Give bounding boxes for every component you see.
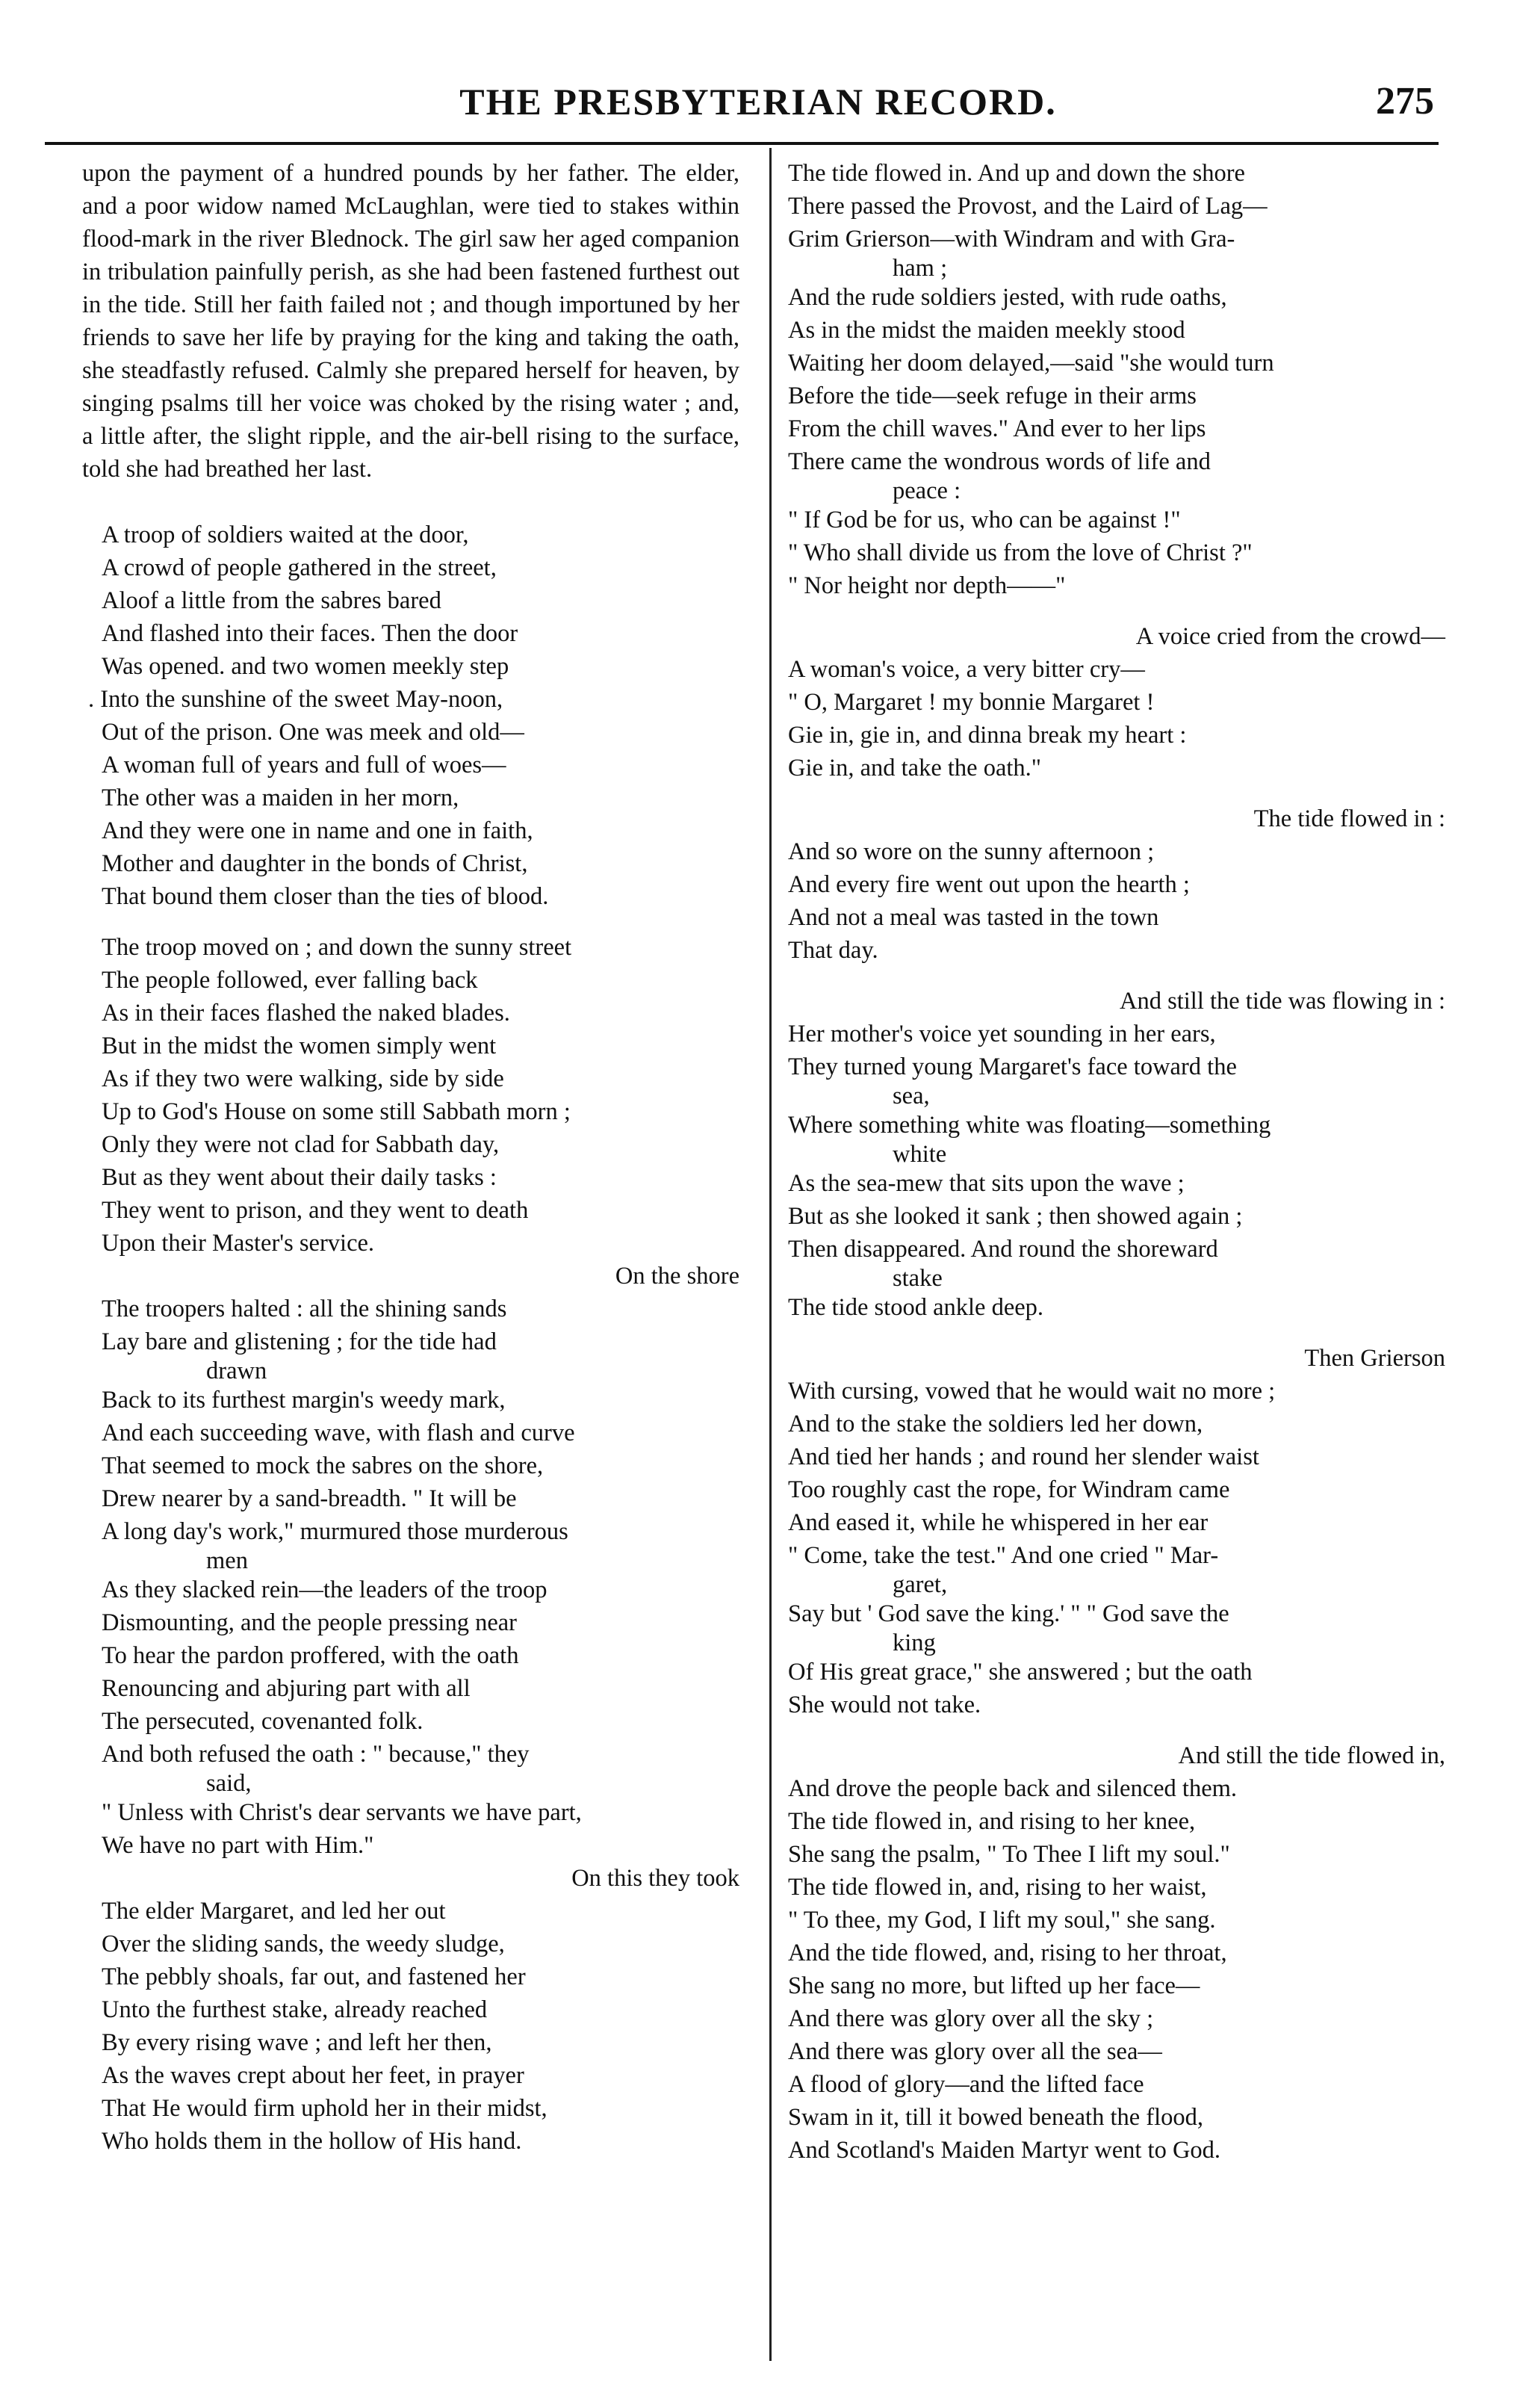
poem-line: And tied her hands ; and round her slender waist [788,1443,1259,1470]
poem-line: To hear the pardon proffered, with the oath [102,1642,519,1669]
left-column [82,157,739,2158]
poem-line: As the waves crept about her feet, in prayer [102,2062,524,2089]
poem-line: There passed the Provost, and the Laird of Lag— [788,193,1268,220]
poem-line: Waiting her doom delayed,—said "she would turn [788,350,1274,377]
poem-line: A troop of soldiers waited at the door, [102,521,469,548]
poem-line: That day. [788,937,878,964]
poem-line: And the rude soldiers jested, with rude oaths, [788,284,1227,311]
poem-line: The tide stood ankle deep. [788,1294,1044,1321]
poem-line-right: On this they took [571,1865,739,1892]
poem-line-continuation: king [893,1629,936,1656]
poem-line: The elder Margaret, and led her out [102,1898,446,1925]
poem-line: By every rising wave ; and left her then, [102,2029,492,2056]
poem-line: " Who shall divide us from the love of Christ ?" [788,539,1253,566]
poem-stanza-4 [82,1895,739,2158]
poem-line-continuation: drawn [206,1358,267,1384]
poem-line: Where something white was floating—something [788,1112,1271,1139]
poem-line-right: And still the tide flowed in, [1178,1742,1445,1769]
poem-line: Of His great grace," she answered ; but the oath [788,1659,1253,1686]
poem-line-continuation: peace : [893,477,961,504]
poem-line: Was opened. and two women meekly step [102,653,509,680]
poem-line: That He would firm uphold her in their midst, [102,2095,547,2122]
poem-line: The troop moved on ; and down the sunny street [102,934,572,961]
poem-line-continuation: ham ; [893,255,948,282]
poem-line-continuation: men [206,1547,248,1574]
poem-line: And so wore on the sunny afternoon ; [788,838,1155,865]
poem-stanza-7 [788,802,1445,967]
poem-line: " Nor height nor depth——" [788,572,1066,599]
poem-stanza-8 [788,985,1445,1324]
poem-line: And every fire went out upon the hearth ; [788,871,1190,898]
poem-line: And not a meal was tasted in the town [788,904,1159,931]
poem-line: Renouncing and abjuring part with all [102,1675,471,1702]
poem-line: But in the midst the women simply went [102,1033,497,1059]
poem-line: Drew nearer by a sand-breadth. " It will be [102,1485,517,1512]
poem-line: And drove the people back and silenced them. [788,1775,1238,1802]
poem-line: Upon their Master's service. [102,1230,375,1257]
poem-line: She sang the psalm, " To Thee I lift my soul." [788,1841,1230,1868]
poem-line: The pebbly shoals, far out, and fastened her [102,1963,526,1990]
poem-line: As they slacked rein—the leaders of the troop [102,1576,547,1603]
poem-line: That seemed to mock the sabres on the shore, [102,1452,544,1479]
poem-line-right: Then Grierson [1304,1345,1445,1372]
poem-line: Too roughly cast the rope, for Windram came [788,1476,1230,1503]
poem-line: " If God be for us, who can be against !" [788,507,1181,533]
poem-line: But as they went about their daily tasks : [102,1164,497,1191]
poem-line: A woman full of years and full of woes— [102,752,506,779]
poem-stanza-3 [82,1293,739,1895]
poem-line: Aloof a little from the sabres bared [102,587,441,614]
poem-line: They turned young Margaret's face toward the [788,1053,1237,1080]
poem-line: With cursing, vowed that he would wait no more ; [788,1378,1276,1405]
poem-line-right: And still the tide was flowing in : [1119,988,1445,1015]
prose-text: upon the payment of a hundred pounds by her father. The elder, and a poor widow named McLaughlan, were tied to stakes within flood-mark in the river Blednock. The girl saw her aged companion in tribulation painfully perish, as she had been fastened furthest out in the tide. Still her faith failed not ; and though importuned by her friends to save her life by praying for the king and taking the oath, she steadfastly refused. Calmly she prepared herself for heaven, by singing psalms till her voice was choked by the rising water ; and, a little after, the slight ripple, and the air-bell rising to the surface, told she had breathed her last. [82,160,739,483]
poem-line: From the chill waves." And ever to her lips [788,415,1206,442]
poem-line: And eased it, while he whispered in her ear [788,1509,1209,1536]
poem-line-right: The tide flowed in : [1253,805,1445,832]
poem-line: The tide flowed in, and, rising to her waist, [788,1874,1207,1901]
poem-line-continuation: white [893,1141,947,1168]
poem-stanza-6 [788,620,1445,784]
poem-line: Swam in it, till it bowed beneath the flood, [788,2104,1204,2131]
poem-line: Only they were not clad for Sabbath day, [102,1131,500,1158]
poem-line-continuation: sea, [893,1083,930,1109]
poem-stanza-10 [788,1739,1445,2167]
poem-line: " Unless with Christ's dear servants we have part, [102,1799,582,1826]
poem-line: Up to God's House on some still Sabbath morn ; [102,1098,571,1125]
poem-line: The people followed, ever falling back [102,967,478,994]
poem-line: " Come, take the test." And one cried " Mar- [788,1542,1219,1569]
poem-stanza-9 [788,1342,1445,1721]
poem-line: A crowd of people gathered in the street, [102,554,497,581]
poem-line: " O, Margaret ! my bonnie Margaret ! [788,689,1155,716]
poem-line: Say but ' God save the king.' " " God save the [788,1600,1229,1627]
poem-line: Before the tide—seek refuge in their arms [788,383,1197,409]
poem-line: As in the midst the maiden meekly stood [788,317,1185,344]
poem-stanza-1 [82,519,739,913]
poem-line: Grim Grierson—with Windram and with Gra- [788,226,1235,253]
poem-line: A long day's work," murmured those murderous [102,1518,568,1545]
poem-line: Mother and daughter in the bonds of Christ, [102,850,528,877]
poem-line: A flood of glory—and the lifted face [788,2071,1144,2098]
poem-line-continuation: stake [893,1265,943,1292]
poem-line: And flashed into their faces. Then the door [102,620,518,647]
poem-stanza-2 [82,931,739,1293]
header-rule [45,142,1439,145]
poem-line: Her mother's voice yet sounding in her ears, [788,1021,1216,1047]
poem-line: Gie in, and take the oath." [788,755,1042,781]
poem-line-right: A voice cried from the crowd— [1135,623,1445,650]
poem-line: And Scotland's Maiden Martyr went to God. [788,2137,1221,2164]
poem-line: But as she looked it sank ; then showed again ; [788,1203,1243,1230]
page-number: 275 [1376,80,1434,123]
poem-line: Gie in, gie in, and dinna break my heart : [788,722,1187,749]
poem-line: And the tide flowed, and, rising to her throat, [788,1940,1227,1966]
poem-stanza-5 [788,157,1445,602]
poem-line: And they were one in name and one in faith, [102,817,533,844]
poem-line: Over the sliding sands, the weedy sludge, [102,1931,505,1957]
poem-line: And to the stake the soldiers led her down, [788,1411,1203,1437]
poem-line: Dismounting, and the people pressing near [102,1609,517,1636]
poem-line: We have no part with Him." [102,1832,374,1859]
poem-line: " To thee, my God, I lift my soul," she sang. [788,1907,1216,1934]
poem-line: And there was glory over all the sea— [788,2038,1162,2065]
poem-line: She would not take. [788,1692,981,1718]
poem-line: . Into the sunshine of the sweet May-noon, [88,686,503,713]
poem-line: The other was a maiden in her morn, [102,784,459,811]
poem-line: A woman's voice, a very bitter cry— [788,656,1145,683]
poem-line: Out of the prison. One was meek and old— [102,719,524,746]
poem-line: The tide flowed in, and rising to her knee, [788,1808,1196,1835]
poem-line: Unto the furthest stake, already reached [102,1996,488,2023]
poem-line: That bound them closer than the ties of blood. [102,883,549,910]
poem-line: The persecuted, covenanted folk. [102,1708,424,1735]
poem-line: The tide flowed in. And up and down the shore [788,160,1245,187]
poem-line: Then disappeared. And round the shoreward [788,1236,1218,1263]
poem-line: And each succeeding wave, with flash and curve [102,1420,575,1446]
poem-line: Back to its furthest margin's weedy mark, [102,1387,506,1414]
poem-line: And both refused the oath : " because," they [102,1741,530,1768]
journal-title: THE PRESBYTERIAN RECORD. [459,81,1057,123]
poem-line: Who holds them in the hollow of His hand. [102,2128,522,2155]
poem-line-continuation: garet, [893,1571,948,1598]
poem-line: There came the wondrous words of life and [788,448,1211,475]
column-divider [769,148,772,2361]
poem-line: She sang no more, but lifted up her face— [788,1972,1200,1999]
poem-line: As in their faces flashed the naked blades. [102,1000,510,1027]
poem-line-continuation: said, [206,1770,252,1797]
poem-line-right: On the shore [615,1263,739,1290]
prose-paragraph [82,157,739,486]
page-header [82,72,1434,131]
poem-line: As if they two were walking, side by side [102,1065,504,1092]
poem-line: As the sea-mew that sits upon the wave ; [788,1170,1185,1197]
poem-line: The troopers halted : all the shining sands [102,1296,507,1322]
right-column [788,157,1445,2167]
poem-line: And there was glory over all the sky ; [788,2005,1154,2032]
poem-line: Lay bare and glistening ; for the tide had [102,1328,497,1355]
poem-line: They went to prison, and they went to death [102,1197,529,1224]
